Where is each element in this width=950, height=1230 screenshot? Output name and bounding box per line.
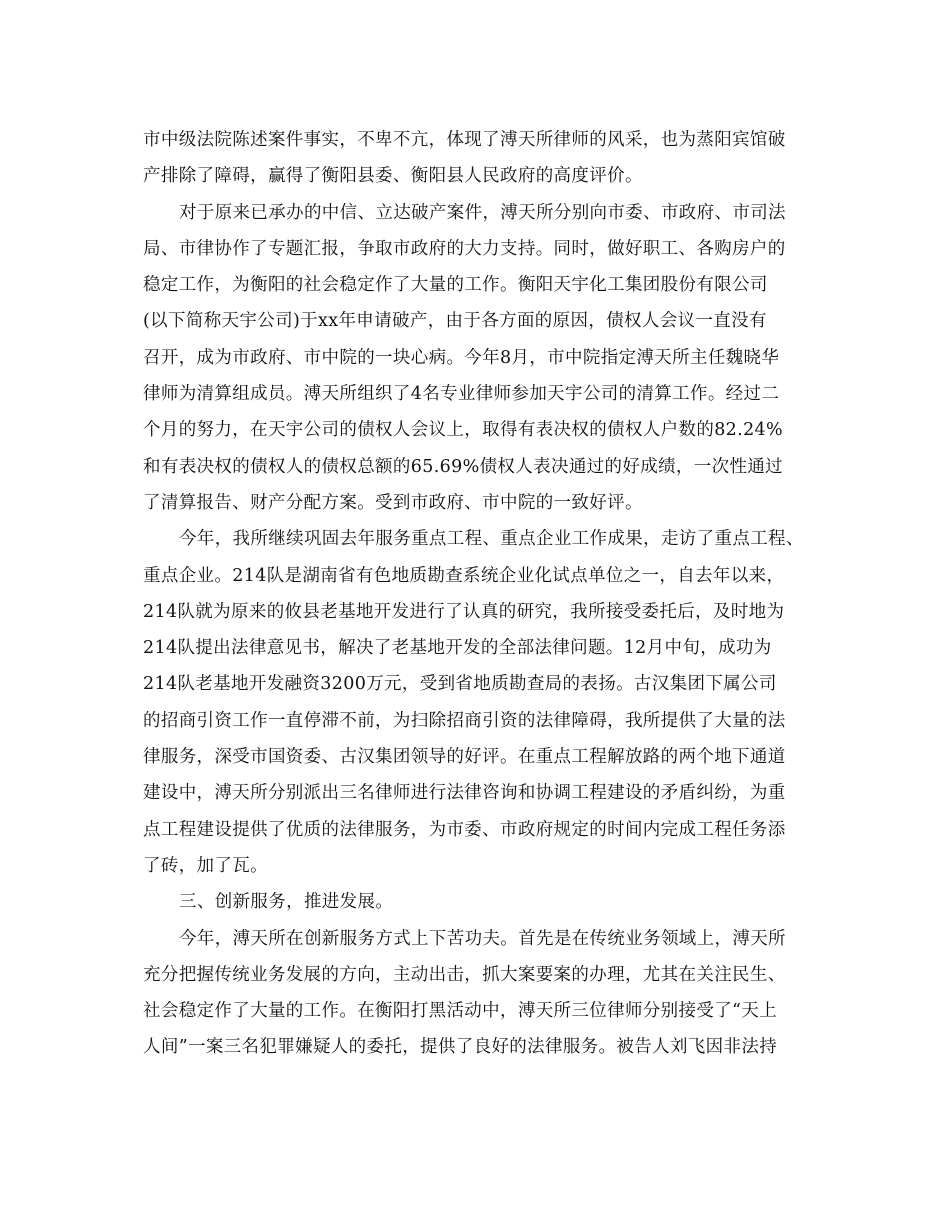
- text-line: 重点企业。214队是湖南省有色地质勘查系统企业化试点单位之一，自去年以来，: [143, 565, 785, 586]
- text-line: 今年，我所继续巩固去年服务重点工程、重点企业工作成果，走访了重点工程、: [179, 529, 804, 550]
- text-line: 稳定工作，为衡阳的社会稳定作了大量的工作。衡阳天宇化工集团股份有限公司: [143, 275, 768, 296]
- text-line: 充分把握传统业务发展的方向，主动出击，抓大案要案的办理，尤其在关注民生、: [143, 964, 786, 985]
- text-line: 和有表决权的债权人的债权总额的65.69%债权人表决通过的好成绩，一次性通过: [143, 456, 784, 477]
- text-line: 产排除了障碍，赢得了衡阳县委、衡阳县人民政府的高度评价。: [143, 166, 643, 187]
- text-line: 的招商引资工作一直停滞不前，为扫除招商引资的法律障碍，我所提供了大量的法: [143, 710, 786, 731]
- text-line: 社会稳定作了大量的工作。在衡阳打黑活动中，溥天所三位律师分别接受了“天上: [143, 1001, 778, 1022]
- document-body: [143, 122, 823, 1066]
- text-line: 今年，溥天所在创新服务方式上下苦功夫。首先是在传统业务领域上，溥天所: [179, 928, 786, 949]
- text-line: 建设中，溥天所分别派出三名律师进行法律咨询和协调工程建设的矛盾纠纷，为重: [143, 783, 786, 804]
- text-line: 214队就为原来的攸县老基地开发进行了认真的研究，我所接受委托后，及时地为: [143, 601, 785, 622]
- text-line: 了砖，加了瓦。: [143, 855, 268, 876]
- text-line: 三、创新服务，推进发展。: [179, 892, 394, 913]
- text-line: 局、市律协作了专题汇报，争取市政府的大力支持。同时，做好职工、各购房户的: [143, 238, 786, 259]
- text-line: 律师为清算组成员。溥天所组织了4名专业律师参加天宇公司的清算工作。经过二: [143, 384, 780, 405]
- text-line: 214队老基地开发融资3200万元，受到省地质勘查局的表扬。古汉集团下属公司: [143, 674, 777, 695]
- text-line: 人间”一案三名犯罪嫌疑人的委托，提供了良好的法律服务。被告人刘飞因非法持: [143, 1037, 778, 1058]
- text-line: 对于原来已承办的中信、立达破产案件，溥天所分别向市委、市政府、市司法: [179, 202, 786, 223]
- text-line: 了清算报告、财产分配方案。受到市政府、市中院的一致好评。: [143, 492, 643, 513]
- text-line: 律服务，深受市国资委、古汉集团领导的好评。在重点工程解放路的两个地下通道: [143, 747, 786, 768]
- text-line: (以下简称天宇公司)于xx年申请破产，由于各方面的原因，债权人会议一直没有: [143, 311, 767, 332]
- text-line: 个月的努力，在天宇公司的债权人会议上，取得有表决权的债权人户数的82.24%: [143, 420, 784, 441]
- text-line: 214队提出法律意见书，解决了老基地开发的全部法律问题。12月中旬，成功为: [143, 638, 772, 659]
- text-line: 市中级法院陈述案件事实，不卑不亢，体现了溥天所律师的风采，也为蒸阳宾馆破: [143, 130, 786, 150]
- text-line: 点工程建设提供了优质的法律服务，为市委、市政府规定的时间内完成工程任务添: [143, 819, 786, 840]
- text-line: 召开，成为市政府、市中院的一块心病。今年8月，市中院指定溥天所主任魏晓华: [143, 347, 780, 368]
